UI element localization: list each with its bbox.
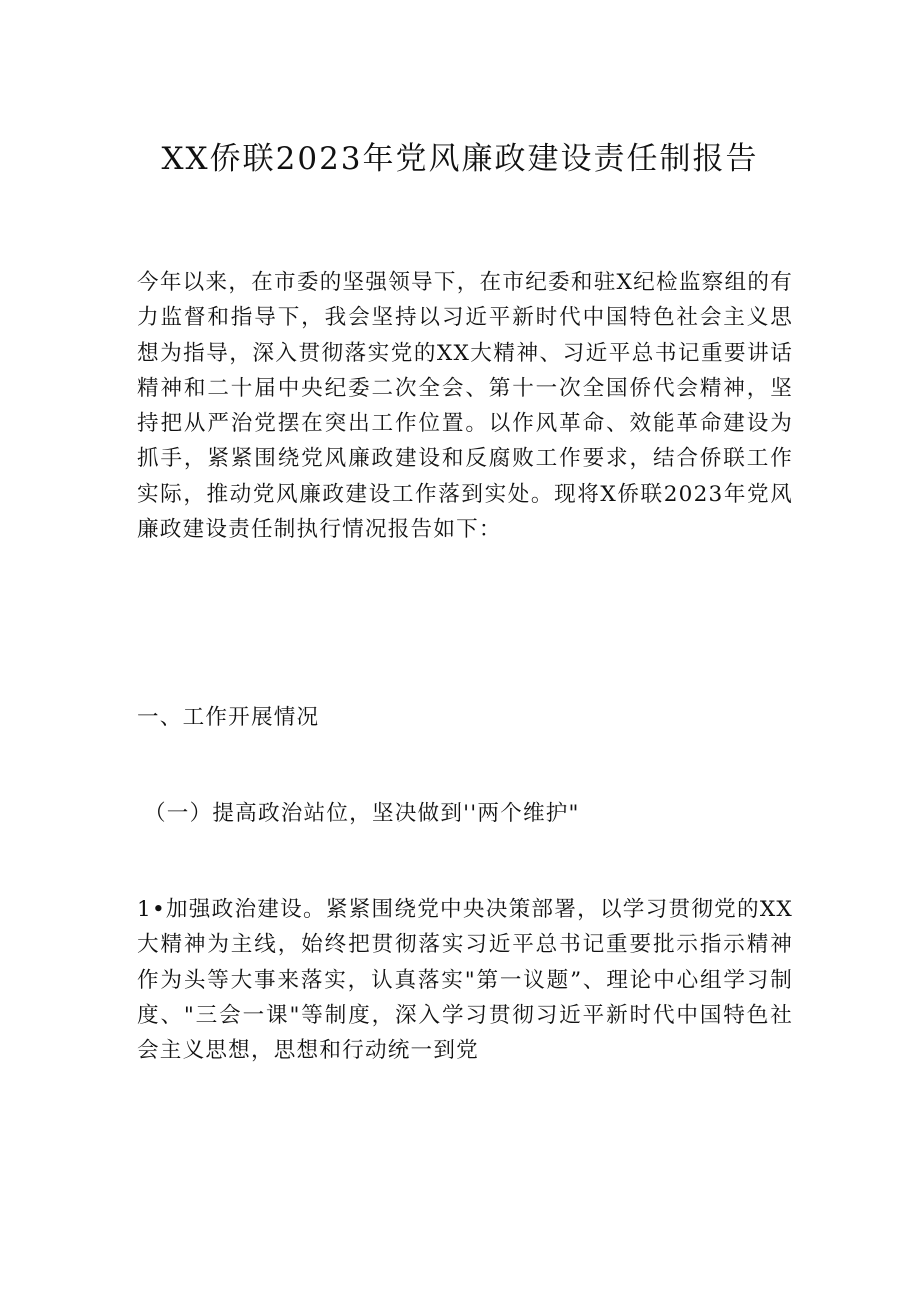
subsection-heading-political-stance: （一）提高政治站位，坚决做到''两个维护" (144, 801, 580, 826)
document-title: XX侨联2023年党风廉政建设责任制报告 (161, 141, 759, 177)
paragraph-political-construction: 1•加强政治建设。紧紧围绕党中央决策部署，以学习贯彻党的XX大精神为主线，始终把贯彻落实习近平总书记重要批示指示精神作为头等大事来落实，认真落实"第一议题”、理论中心组学习制度、"三会一课"等制度，深入学习贯彻习近平新时代中国特色社会主义思想，思想和行动统一到党 (137, 897, 793, 1064)
section-heading-work-progress: 一、工作开展情况 (137, 705, 320, 730)
intro-paragraph: 今年以来，在市委的坚强领导下，在市纪委和驻X纪检监察组的有力监督和指导下，我会坚持以习近平新时代中国特色社会主义思想为指导，深入贯彻落实党的XX大精神、习近平总书记重要讲话精神和二十届中央纪委二次全会、第十一次全国侨代会精神，坚持把从严治党摆在突出工作位置。以作风革命、效能革命建设为抓手，紧紧围绕党风廉政建设和反腐败工作要求，结合侨联工作实际，推动党风廉政建设工作落到实处。现将X侨联2023年党风廉政建设责任制执行情况报告如下： (137, 270, 793, 543)
